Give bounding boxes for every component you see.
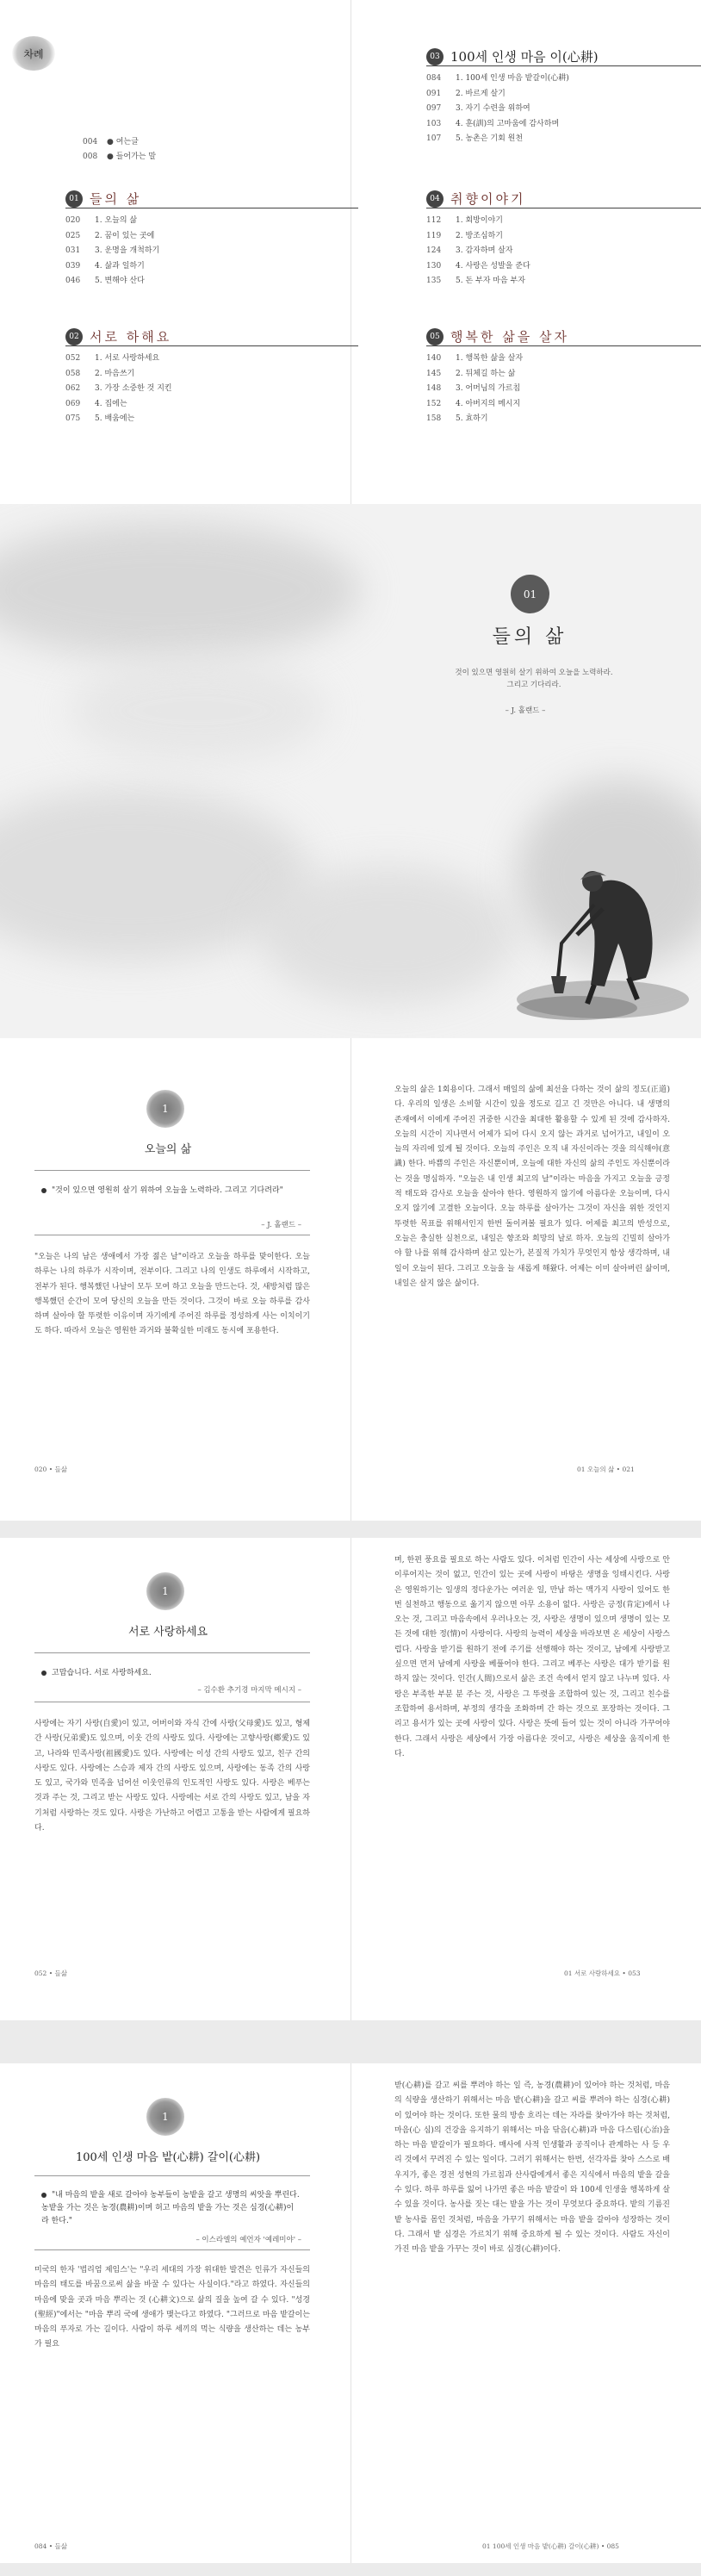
toc-entry[interactable]: 052 1. 서로 사랑하세요 — [65, 354, 160, 363]
body-text: 사랑에는 자기 사랑(自愛)이 있고, 어버이와 자식 간에 사랑(父母愛)도 있고, 형제간 사랑(兄弟愛)도 있으며, 이웃 간의 사랑도 있다. 사랑에는 고향사랑(鄕愛)도 있고, 나라와 민족사랑(祖國愛)도 있다. 사랑에는 이성 간의 사랑도 있고, 친구 간의 사랑도 있다. 사랑에는 스승과 제자 간의 사랑도 있으며, 사랑에는 동족 간의 사랑도 있고, 국가와 민족을 넘어선 이웃인류의 인도적인 사랑도 있다. 사랑은 베푸는 것과 주는 것, 그리고 받는 사랑도 있다. 사랑에는 서로 간의 사랑도 있고, 남을 자기처럼 사랑하는 것도 있다. 사랑은 가난하고 어렵고 고통을 받는 사람에게 필요하다. — [34, 1720, 310, 1833]
toc-entry[interactable]: 124 3. 감자하며 살자 — [426, 246, 513, 255]
epigraph-author: – J. 홀랜드 – — [505, 706, 546, 715]
toc-section-2 — [65, 329, 358, 427]
ink-wash — [258, 866, 517, 1004]
section-title[interactable]: 취향이야기 — [450, 191, 526, 207]
toc-badge: 차례 — [12, 36, 55, 71]
toc-entry[interactable]: 091 2. 바르게 살기 — [426, 89, 506, 98]
toc-entry[interactable]: 107 5. 농촌은 기회 원천 — [426, 134, 524, 143]
chapter-number-badge: 1 — [146, 1090, 184, 1128]
chapter-number-badge: 1 — [146, 2098, 184, 2136]
page-folio: 01 오늘의 삶 • 021 — [577, 1465, 635, 1473]
toc-section-3 — [426, 49, 701, 147]
divider — [34, 2249, 310, 2250]
toc-entry[interactable]: 069 4. 집에는 — [65, 399, 127, 408]
toc-entry[interactable]: 112 1. 회방이야기 — [426, 216, 503, 225]
divider — [34, 2175, 310, 2176]
chapter-quote: "것이 있으면 영원히 살기 위하여 오늘을 노력하라. 그리고 기다려라" — [41, 1185, 300, 1198]
body-text: 미국의 한자 '법리엄 제임스'는 "우리 세대의 가장 위대한 발견은 인류가 자신들의 마음의 태도를 바꿈으로써 삶을 바꿀 수 있다는 사실이다."라고 하였다. 자신들의 마음에 맞을 곳과 마음 뿌리는 것 (心耕文)으로 삶의 질을 높여 갈 수 있다. "성경(聖經)"에서는 "마음 뿌리 국에 생애가 맺는다고 하였다. "그러므로 마음 밭갈이는 마음의 푸자로 가는 길이다. 사람이 하루 세끼의 먹는 식량을 생산하는 데는 농부가 필요 — [34, 2266, 310, 2349]
toc-entry[interactable]: 058 2. 마음쓰기 — [65, 369, 135, 378]
content-spread-1 — [0, 1038, 701, 1521]
toc-entry[interactable]: 046 5. 변해야 산다 — [65, 277, 145, 285]
toc-spread — [0, 0, 701, 504]
toc-entry[interactable]: 140 1. 행복한 삶을 살자 — [426, 354, 524, 363]
section-title[interactable]: 들의 삶 — [90, 191, 142, 207]
section-number: 01 — [65, 190, 83, 208]
quote-author: – 이스라엘의 예언자 '예레미야' – — [195, 2236, 301, 2244]
chapter-quote: 고맙습니다. 서로 사랑하세요. — [41, 1667, 300, 1680]
toc-entry[interactable]: 152 4. 아버지의 메시지 — [426, 399, 521, 408]
toc-entry[interactable]: 084 1. 100세 인생 마음 밭갈이(心耕) — [426, 74, 569, 83]
gutter — [350, 1538, 351, 2020]
toc-entry[interactable]: 148 3. 어머님의 가르침 — [426, 384, 521, 393]
part-number: 01 — [511, 575, 549, 613]
ink-wash — [69, 659, 327, 762]
section-title[interactable]: 행복한 삶을 살자 — [450, 329, 569, 345]
toc-entry[interactable]: 075 5. 배움에는 — [65, 414, 135, 423]
ink-wash — [0, 521, 362, 659]
toc-section-1 — [65, 191, 358, 289]
chapter-quote: "내 마음의 밭을 새로 갈아야 농부들이 농밭을 갈고 생명의 씨앗을 뿌린다. 농밭을 가는 것은 농경(農耕)이며 허고 마음의 밭을 가는 것은 심경(心耕)이라 한다." — [41, 2191, 300, 2225]
section-number: 02 — [65, 328, 83, 345]
toc-entry[interactable]: 025 2. 꿈이 있는 곳에 — [65, 231, 155, 240]
toc-front-matter — [83, 135, 156, 165]
page-folio: 084 • 들삶 — [34, 2542, 67, 2550]
divider — [34, 1170, 310, 1171]
bullet-icon — [41, 2193, 47, 2198]
toc-entry[interactable]: 097 3. 자기 수련을 위하여 — [426, 104, 530, 113]
page-folio: 020 • 들삶 — [34, 1465, 67, 1473]
toc-entry[interactable]: 103 4. 훈(訓)의 고마움에 감사하며 — [426, 119, 560, 128]
toc-entry[interactable]: 004 ● 여는글 — [83, 138, 139, 146]
section-title[interactable]: 100세 인생 마음 이(心耕) — [450, 49, 599, 65]
divider — [34, 1652, 310, 1653]
part-title-spread — [0, 504, 701, 1038]
toc-entry[interactable]: 031 3. 운명을 개척하기 — [65, 246, 160, 255]
part-title: 들의 삶 — [492, 626, 568, 648]
content-spread-3 — [0, 2063, 701, 2563]
page-folio: 052 • 들삶 — [34, 1969, 67, 1977]
toc-entry[interactable]: 145 2. 뒤체길 하는 삶 — [426, 369, 516, 378]
bullet-icon — [41, 1188, 47, 1193]
page-folio: 01 100세 인생 마음 밭(心耕) 갈이(心耕) • 085 — [482, 2542, 619, 2550]
toc-entry[interactable]: 020 1. 오늘의 삶 — [65, 216, 138, 225]
toc-entry[interactable]: 135 5. 돈 부자 마음 부자 — [426, 277, 525, 285]
toc-entry[interactable]: 062 3. 가장 소중한 것 지킨 — [65, 384, 172, 393]
toc-section-5 — [426, 329, 701, 427]
toc-entry[interactable]: 130 4. 사랑은 성발을 준다 — [426, 261, 530, 271]
body-text: 며, 한편 풍요를 필요로 하는 사람도 있다. 이처럼 인간이 사는 세상에 사랑으로 안 이루어지는 것이 없고, 인간이 있는 곳에 사랑이 바탕은 생명을 잉태시킨다. 사랑은 영원하기는 일생의 정다운가는 여러운 일, 만남 하는 맥가지 사랑이 있어도 한 번 실천하고 행동으로 옮기지 않으면 아무 소용이 없다. 사랑은 긍정(肯定)에서 나오는 것, 그리고 마음속에서 우러나오는 것, 사랑은 생명이 있으며 생명이 있는 모든 것에 대한 정(情)이 사랑이다. 사랑의 능력이 세상을 바라보면 온 세상이 사랑스럽다. 사랑을 받기를 원하기 전에 주기를 선행해야 하는 것이고, 남에게 사랑받고 싶으면 먼저 남에게 사랑을 베풀어야 한다. 그리고 베푸는 사랑은 대가 받기를 원하지 않는 것이다. 인간(人間)으로서 삶은 조건 속에서 얻지 않고 나누며 있다. 사랑은 부족한 부분 분 주는 것, 사랑은 그 뚜렷을 조합하여 있는 것, 그리고 친수를 조합하여 용서하며, 부정의 생각을 조화하며 간 하는 것으로 포장하는 것이다. 그리고 용서가 있는 곳에 사랑이 있다. 사랑은 뜻에 들어 있는 것이 아니라 가꾸어야 한다. 그래서 사랑은 세상에서 가장 아름다운 것이고, 사랑은 세상을 움직이게 한다. — [394, 1556, 670, 1758]
gutter — [350, 2063, 351, 2563]
section-number: 04 — [426, 190, 444, 208]
page-folio: 01 서로 사랑하세요 • 053 — [564, 1969, 641, 1977]
chapter-title: 서로 사랑하세요 — [127, 1626, 208, 1639]
body-text: "오늘은 나의 남은 생애에서 가장 젊은 날"이라고 오늘을 하루를 맞이한다. 오늘 하루는 나의 하루가 시작이며, 전부이다. 그리고 나의 인생도 하루에서 시작하고, 전부가 된다. 행복했던 나날이 모두 모여 하고 오늘을 만드는다. 것, 새방처럼 많은 행복했던 순간이 모여 당신의 오늘을 만든 것이다. 그것이 바로 오늘 하루를 감사하며 살아야 할 뚜렷한 이유이며 자기에게 주어진 하루를 정성하게 사는 이치이기도 하다. 따라서 오늘은 영원한 과거와 불확실한 미래도 동시에 포용한다. — [34, 1253, 310, 1336]
body-text: 받(心耕)를 갈고 씨를 뿌려야 하는 일 즉, 농경(農耕)이 있어야 하는 것처럼, 마음의 식량을 생산하기 위해서는 마음 밭(心耕)을 갈고 씨를 뿌려야 하는 심경(心耕)이 있어야 하는 것이다. 또한 물의 방송 흐리는 데는 자라를 찾아가야 하는 것처럼, 마음(心 심)의 건강을 유지하기 위해서는 마음 닦음(心耕)과 마음 다스림(心治)을 하는 마음 밭갈이가 필요하다. 매사에 사적 인생활과 공직이나 관계하는 사 등 우리 것에서 꾸려진 수 있는 일이다. 그러기 위해서는 한번, 선각자를 찾아 스스로 배우지가, 좋은 경전 성현의 가르침과 산사람에게서 좋은 지식에서 마음의 밭을 갈을 수 있다. 하루 하루를 잃어 나가면 좋은 마음 밭갈이 와 100세 인생을 행복하게 살 수 있을 것이다. 농사를 짓는 대는 밭을 가는 것이 무엇보다 중요하다. 밭의 기름진 밭 농사를 몸인 것처럼, 마음을 가꾸기 위해서는 마음 밭을 갈아야 성장하는 것이다. 그래서 밭 심경은 가르치기 위해 중요하게 될 수 있는 것이다. 사람도 자신이 가진 마음 밭을 가꾸는 것이 바로 심경(心耕)이다. — [394, 2081, 670, 2255]
farmer-illustration-icon — [508, 840, 698, 1021]
gutter — [350, 1038, 351, 1521]
content-spread-2 — [0, 1538, 701, 2020]
quote-author: – 김수환 추기경 마지막 메시지 – — [197, 1686, 301, 1695]
chapter-number-badge: 1 — [146, 1572, 184, 1610]
epigraph: 것이 있으면 영원히 살기 위하여 오늘을 노력하라. 그리고 기다리라. — [455, 669, 613, 689]
body-text: 오늘의 삶은 1회용이다. 그래서 매일의 삶에 최선을 다하는 것이 삶의 정도(正道)다. 우리의 일생은 소비할 시간이 있을 정도로 길고 긴 것만은 아니다. 내 생명의 존재에서 이에게 주어진 귀중한 시간을 최대한 활용할 수 있게 된 것에 감사하자. 오늘의 시간이 지나면서 어제가 되어 다시 오지 않는 과거로 넘어가고, 내일이 오늘의 자리에 있게 될 것이다. 오늘의 주인은 오직 내 자신이라는 것을 의식해야(意識) 한다. 바쁨의 주인은 자신뿐이며, 오늘에 대한 자신의 삶의 주인도 자신뿐이라는 것을 명심하자. "오늘은 내 인생 최고의 날"이라는 마음을 가지고 오늘을 긍정적 태도와 감사로 오늘을 살아야 한다. 영원하지 않기에 아름다운 오늘이며, 다시 오지 않기에 고결한 오늘이다. 오늘 하루를 살아가는 그것이 자신을 위한 것인지 뚜렷한 목표를 위해서인지 한번 돌이켜볼 필요가 있다. 어제를 최고의 반성으로, 오늘은 충실한 실천으로, 내일은 향조와 희망의 날로 하자. 오늘의 긴밀히 살아가야 할 나를 위해 감사하며 살고 있는가, 본질적 가치가 무엇인지 항상 생각하며, 내일이 오늘이 된다. 그리고 오늘을 늘 새롭게 해왔다. 어제는 이미 살아버린 삶이며, 내일은 살지 않은 삶이다. — [394, 1086, 670, 1288]
toc-entry[interactable]: 008 ● 들어가는 말 — [83, 152, 157, 161]
chapter-title: 오늘의 삶 — [144, 1143, 192, 1156]
toc-entry[interactable]: 039 4. 삶과 일하기 — [65, 261, 145, 271]
section-number: 05 — [426, 328, 444, 345]
chapter-title: 100세 인생 마음 밭(心耕) 갈이(心耕) — [75, 2151, 261, 2164]
toc-entry[interactable]: 158 5. 효하기 — [426, 414, 488, 423]
quote-author: – J. 홀랜드 – — [261, 1221, 301, 1229]
section-number: 03 — [426, 48, 444, 65]
toc-section-4 — [426, 191, 701, 289]
section-title[interactable]: 서로 하해요 — [90, 329, 172, 345]
bullet-icon — [41, 1671, 47, 1676]
toc-entry[interactable]: 119 2. 방조심하기 — [426, 231, 503, 240]
